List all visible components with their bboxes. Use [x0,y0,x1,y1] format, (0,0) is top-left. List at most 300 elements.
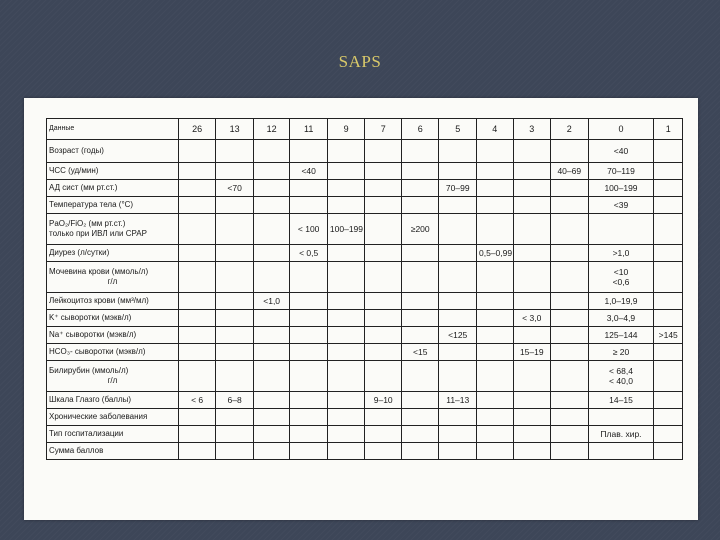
cell-value: 125–144 [604,330,638,340]
table-cell [513,180,551,197]
table-cell [401,197,439,214]
cell-value: 14–15 [609,395,633,405]
table-cell [513,443,551,460]
table-cell [178,409,216,426]
table-cell [588,293,654,310]
row-label-text: Хронические заболевания [49,412,148,421]
cell-value: ≥ 20 [612,347,630,357]
row-label-text: Na⁺ сыворотки (мэкв/л) [49,330,137,339]
table-cell [290,245,328,262]
table-cell [551,443,589,460]
table-cell [439,361,477,392]
table-cell [476,262,513,293]
table-cell [178,140,216,163]
row-label-text: Возраст (годы) [49,146,104,155]
table-cell [327,163,365,180]
table-cell [401,409,439,426]
table-cell [654,214,683,245]
table-cell [327,293,365,310]
table-cell [588,197,654,214]
row-label-text: HCO₃- сыворотки (мэкв/л) [49,347,146,356]
row-label-text: Диурез (л/сутки) [49,248,110,257]
cell-value: <40 [301,166,316,176]
table-cell [476,293,513,310]
table-cell [327,327,365,344]
table-row [47,409,683,426]
column-header: 7 [365,119,402,140]
table-cell [588,361,654,392]
row-label [47,361,179,392]
table-cell [365,361,402,392]
table-cell [551,262,589,293]
table-cell [513,361,551,392]
cell-value: <125 [448,330,468,340]
table-cell [216,245,254,262]
cell-value: <15 [413,347,428,357]
table-row [47,361,683,392]
column-header: 4 [476,119,513,140]
table-cell [588,140,654,163]
table-cell [178,344,216,361]
table-cell [401,327,439,344]
table-cell [216,293,254,310]
table-cell [476,245,513,262]
table-cell [178,214,216,245]
table-cell [216,443,254,460]
table-cell [290,409,328,426]
row-label-text: PaO₂/FiO₂ (мм рт.ст.) [49,219,126,228]
table-cell [401,310,439,327]
table-cell [513,262,551,293]
table-cell [365,344,402,361]
table-cell [401,214,439,245]
table-cell [654,140,683,163]
cell-value: 15–19 [519,347,544,357]
cell-value-secondary: < 40,0 [609,376,633,386]
table-cell [290,180,328,197]
table-cell [290,310,328,327]
table-cell [551,310,589,327]
table-cell [654,293,683,310]
cell-value: < 6 [191,395,204,405]
table-cell [588,214,654,245]
table-cell [216,163,254,180]
column-header: 6 [401,119,439,140]
column-header: 0 [588,119,654,140]
row-label [47,392,179,409]
table-cell [588,392,654,409]
table-cell [327,409,365,426]
table-cell [551,392,589,409]
table-cell [476,426,513,443]
table-cell [551,327,589,344]
table-cell [588,443,654,460]
table-cell [476,409,513,426]
slide-title: SAPS [338,52,382,71]
table-cell [178,443,216,460]
cell-value: >145 [658,330,678,340]
saps-table [46,118,683,460]
table-cell [365,426,402,443]
table-cell [654,409,683,426]
table-cell [551,163,589,180]
table-cell [290,392,328,409]
table-cell [327,214,365,245]
table-cell [401,180,439,197]
row-label [47,409,179,426]
table-cell [654,197,683,214]
cell-value: 70–119 [607,166,635,176]
table-cell [476,180,513,197]
row-label-subtext: только при ИВЛ или CPAP [49,229,147,238]
row-label-text: Шкала Глазго (баллы) [49,395,132,404]
table-cell [588,344,654,361]
row-label [47,197,179,214]
row-label-subtext: г/л [107,277,118,286]
table-cell [551,426,589,443]
table-cell [476,344,513,361]
table-cell [439,344,477,361]
table-cell [216,327,254,344]
table-cell [290,197,328,214]
table-cell [654,443,683,460]
table-cell [216,140,254,163]
row-label [47,443,179,460]
cell-value: < 68,4 [609,366,633,376]
table-cell [253,409,290,426]
table-cell [253,180,290,197]
cell-value-secondary: <0,6 [612,277,630,287]
table-cell [654,310,683,327]
table-cell [439,197,477,214]
table-cell [551,293,589,310]
table-cell [401,344,439,361]
table-cell [327,426,365,443]
table-cell [588,163,654,180]
table-row [47,180,683,197]
table-cell [178,392,216,409]
table-cell [401,443,439,460]
table-cell [178,245,216,262]
cell-value: 6–8 [227,395,242,405]
column-header: 5 [439,119,477,140]
table-cell [327,344,365,361]
row-label-text: K⁺ сыворотки (мэкв/л) [49,313,132,322]
table-cell [365,262,402,293]
table-cell [327,180,365,197]
cell-value: 100–199 [329,224,364,234]
table-cell [253,262,290,293]
table-cell [253,392,290,409]
cell-value: <1,0 [263,296,281,306]
table-cell [476,214,513,245]
row-label [47,344,179,361]
table-cell [178,163,216,180]
table-cell [588,180,654,197]
row-label-text: АД сист (мм рт.ст.) [49,183,118,192]
cell-value: 100–199 [604,183,638,193]
cell-value: Плав. хир. [600,429,642,439]
table-cell [216,214,254,245]
table-row [47,392,683,409]
table-row [47,443,683,460]
table-cell [365,180,402,197]
table-cell [513,293,551,310]
table-cell [551,180,589,197]
table-cell [439,140,477,163]
table-cell [290,140,328,163]
table-cell [513,245,551,262]
table-cell [513,310,551,327]
table-cell [290,327,328,344]
cell-value: < 0,5 [299,248,319,258]
table-row [47,197,683,214]
table-cell [439,180,477,197]
table-cell [290,163,328,180]
column-header: 12 [253,119,290,140]
table-cell [513,392,551,409]
table-cell [513,344,551,361]
row-label-text: Сумма баллов [49,446,104,455]
table-cell [401,163,439,180]
table-cell [216,180,254,197]
table-cell [216,361,254,392]
table-cell [178,327,216,344]
table-cell [401,361,439,392]
row-label-text: ЧСС (уд/мин) [49,166,99,175]
table-row [47,214,683,245]
table-cell [401,140,439,163]
row-label [47,310,179,327]
table-cell [216,310,254,327]
table-cell [253,197,290,214]
table-cell [513,426,551,443]
table-cell [365,409,402,426]
header-row [47,119,683,140]
table-row [47,310,683,327]
cell-value: 9–10 [373,395,393,405]
table-cell [654,180,683,197]
table-cell [290,262,328,293]
table-cell [439,293,477,310]
table-cell [401,262,439,293]
table-cell [327,245,365,262]
table-cell [476,361,513,392]
table-cell [588,327,654,344]
table-cell [588,409,654,426]
row-label [47,293,179,310]
table-cell [654,344,683,361]
column-header: 13 [216,119,254,140]
table-row [47,140,683,163]
table-cell [476,163,513,180]
table-cell [588,262,654,293]
table-cell [476,443,513,460]
table-cell [253,293,290,310]
table-cell [551,140,589,163]
row-label [47,245,179,262]
table-row [47,344,683,361]
table-cell [365,392,402,409]
table-cell [327,392,365,409]
table-cell [476,310,513,327]
cell-value: <39 [613,200,629,210]
table-cell [327,197,365,214]
row-label-text: Температура тела (°C) [49,200,134,209]
table-cell [216,426,254,443]
cell-value: < 3,0 [522,313,542,323]
table-cell [439,426,477,443]
table-cell [178,361,216,392]
table-cell [513,163,551,180]
table-cell [551,409,589,426]
table-row [47,426,683,443]
table-cell [439,392,477,409]
table-cell [290,426,328,443]
table-cell [401,293,439,310]
table-cell [290,293,328,310]
table-cell [216,197,254,214]
cell-value: <10 [613,267,629,277]
table-cell [513,409,551,426]
row-label [47,262,179,293]
table-cell [365,443,402,460]
table-cell [439,327,477,344]
table-cell [253,426,290,443]
table-cell [439,443,477,460]
table-cell [401,245,439,262]
table-cell [365,214,402,245]
table-row [47,163,683,180]
table-cell [401,426,439,443]
table-cell [551,214,589,245]
table-cell [327,262,365,293]
table-cell [327,443,365,460]
table-cell [253,163,290,180]
table-cell [654,163,683,180]
cell-value: < 100 [297,224,320,234]
cell-value: ≥200 [410,224,430,234]
table-cell [476,327,513,344]
row-label [47,327,179,344]
column-header: 2 [551,119,589,140]
table-cell [654,392,683,409]
table-cell [654,327,683,344]
row-label [47,163,179,180]
table-cell [216,409,254,426]
table-cell [327,140,365,163]
table-cell [551,344,589,361]
table-cell [654,426,683,443]
table-cell [588,245,654,262]
cell-value: <70 [227,183,242,193]
table-row [47,262,683,293]
scan-page [24,98,698,520]
table-cell [290,443,328,460]
table-cell [253,245,290,262]
row-label [47,214,179,245]
table-cell [290,214,328,245]
row-label-text: Лейкоцитоз крови (мм³/мл) [49,296,149,305]
table-cell [476,140,513,163]
table-cell [513,214,551,245]
column-header: 3 [513,119,551,140]
table-cell [654,245,683,262]
table-cell [365,140,402,163]
table-cell [588,310,654,327]
cell-value: 0,5–0,99 [478,248,513,258]
table-cell [290,361,328,392]
row-label [47,426,179,443]
cell-value: 70–99 [445,183,470,193]
table-cell [439,163,477,180]
table-cell [253,310,290,327]
table-cell [401,392,439,409]
table-cell [551,197,589,214]
table-cell [476,392,513,409]
cell-value: 1,0–19,9 [604,296,638,306]
table-cell [178,180,216,197]
row-label-text: Мочевина крови (ммоль/л) [49,267,149,276]
row-label-text: Билирубин (ммоль/л) [49,366,129,375]
column-header: 11 [290,119,328,140]
cell-value: <40 [613,146,629,156]
table-cell [178,197,216,214]
row-label-subtext: г/л [107,376,118,385]
table-cell [439,262,477,293]
column-header: 26 [178,119,216,140]
table-cell [327,361,365,392]
table-cell [654,361,683,392]
column-header: 1 [654,119,683,140]
table-cell [253,344,290,361]
table-cell [365,163,402,180]
cell-value: 11–13 [446,395,470,405]
table-cell [365,245,402,262]
table-cell [178,310,216,327]
table-cell [365,293,402,310]
table-cell [253,140,290,163]
table-cell [439,245,477,262]
row-label [47,140,179,163]
table-cell [476,197,513,214]
table-cell [253,327,290,344]
table-cell [551,245,589,262]
table-cell [513,327,551,344]
table-cell [439,409,477,426]
cell-value: 3,0–4,9 [606,313,636,323]
column-header: 9 [327,119,365,140]
table-cell [216,392,254,409]
table-row [47,293,683,310]
cell-value: 40–69 [557,166,582,176]
table-cell [513,140,551,163]
table-cell [439,214,477,245]
table-cell [365,327,402,344]
table-cell [365,197,402,214]
column-header: Данные [47,119,179,140]
table-cell [439,310,477,327]
table-row [47,327,683,344]
table-cell [216,344,254,361]
table-cell [253,214,290,245]
table-cell [253,443,290,460]
table-cell [178,426,216,443]
table-cell [327,310,365,327]
table-cell [290,344,328,361]
table-cell [253,361,290,392]
table-cell [551,361,589,392]
